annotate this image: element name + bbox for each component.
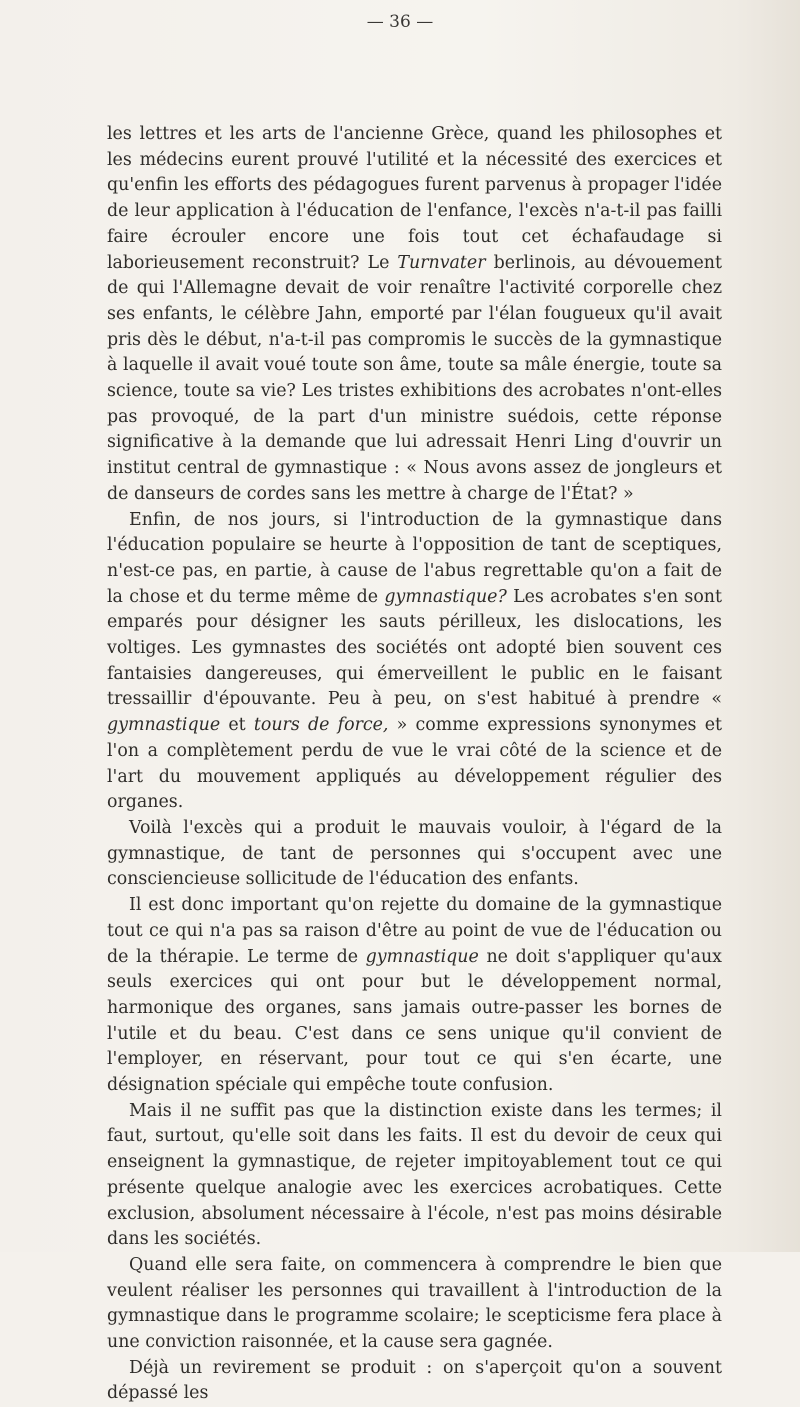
text-run: Déjà un revirement se produit : on s'aperçoit qu'on a souvent dépassé les — [107, 1357, 722, 1404]
paragraph — [107, 893, 722, 1099]
text-run: berlinois, au dévouement de qui l'Allemagne devait de voir renaître l'activité corporelle chez ses enfants, le célèbre Jahn, emporté par l'élan fougueux qu'il avait pris dès le début, n'a-t-il pas compromis le succès de la gymnastique à laquelle il avait voué toute son âme, toute sa mâle énergie, toute sa science, toute sa vie? Les tristes exhibitions des acrobates n'ont-elles pas provoqué, de la part d'un ministre suédois, cette réponse significative à la demande que lui adressait Henri Ling d'ouvrir un institut central de gymnastique : « Nous avons assez de jongleurs et de danseurs de cordes sans les mettre à charge de l'État? » — [107, 252, 722, 504]
body-text — [107, 122, 722, 1407]
paragraph — [107, 122, 722, 508]
text-run: Quand elle sera faite, on commencera à comprendre le bien que veulent réaliser les personnes qui travaillent à l'introduction de la gymnastique dans le programme scolaire; le scepticisme fera place à une conviction raisonnée, et la cause sera gagnée. — [107, 1254, 722, 1353]
text-run: Mais il ne suffit pas que la distinction existe dans les termes; il faut, surtout, qu'elle soit dans les faits. Il est du devoir de ceux qui enseignent la gymnastique, de rejeter impitoyablement tout ce qui présente quelque analogie avec les exercices acrobatiques. Cette exclusion, absolument nécessaire à l'école, n'est pas moins désirable dans les sociétés. — [107, 1100, 722, 1250]
page-number: — 36 — — [366, 12, 434, 32]
paragraph — [107, 1356, 722, 1407]
text-run: ne doit s'appliquer qu'aux seuls exercices qui ont pour but le développement normal, harmonique des organes, sans jamais outre-passer les bornes de l'utile et du beau. C'est dans ce sens unique qu'il convient de l'employer, en réservant, pour tout ce qui s'en écarte, une désignation spéciale qui empêche toute confusion. — [107, 946, 722, 1096]
italic-term: gymnastique? — [384, 586, 507, 607]
paragraph — [107, 508, 722, 816]
text-run: et — [220, 715, 254, 736]
italic-term: gymnastique — [107, 715, 221, 736]
text-run: les lettres et les arts de l'ancienne Grèce, quand les philosophes et les médecins eurent prouvé l'utilité et la nécessité des exercices et qu'enfin les efforts des pédagogues furent parvenus à propager l'idée de leur application à l'éducation de l'enfance, l'excès n'a-t-il pas failli faire écrouler encore une fois tout cet échafaudage si laborieusement reconstruit? Le — [107, 124, 722, 273]
paragraph — [107, 1253, 722, 1356]
paragraph — [107, 1099, 722, 1253]
text-run: » comme expressions synonymes et l'on a complètement perdu de vue le vrai côté de la science et de l'art du mouvement appliqués au développement régulier des organes. — [107, 715, 722, 813]
text-run: Enfin, de nos jours, si l'introduction de la gymnastique dans l'éducation populaire se heurte à l'opposition de tant de sceptiques, n'est-ce pas, en partie, à cause de l'abus regrettable qu'on a fait de la chose et du terme même de — [107, 509, 722, 607]
text-run: Voilà l'excès qui a produit le mauvais vouloir, à l'égard de la gymnastique, de tant de personnes qui s'occupent avec une consciencieuse sollicitude de l'éducation des enfants. — [107, 817, 722, 890]
text-run: Les acrobates s'en sont emparés pour désigner les sauts périlleux, les dislocations, les voltiges. Les gymnastes des sociétés ont adopté bien souvent ces fantaisies dangereuses, qui émerveillent le public en le faisant tressaillir d'épouvante. Peu à peu, on s'est habitué à prendre « — [107, 586, 722, 710]
text-run: Il est donc important qu'on rejette du domaine de la gymnastique tout ce qui n'a pas sa raison d'être au point de vue de l'éducation ou de la thérapie. Le terme de — [107, 895, 722, 967]
italic-term: Turnvater — [397, 252, 486, 273]
paragraph — [107, 816, 722, 893]
italic-term: gymnastique — [365, 946, 479, 967]
italic-term: tours de force, — [253, 715, 389, 736]
